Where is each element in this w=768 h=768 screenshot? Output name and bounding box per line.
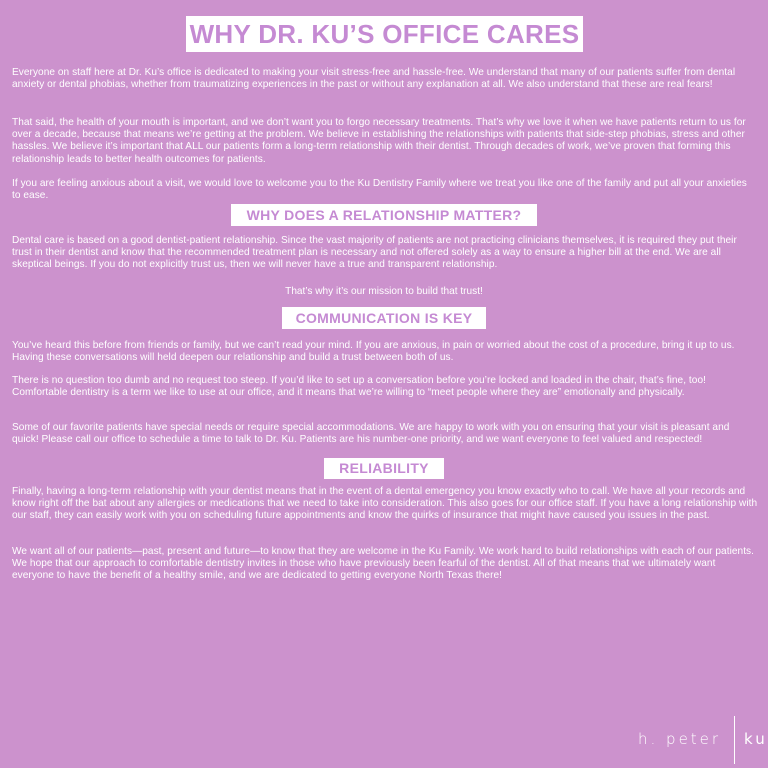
communication-paragraph-1: You’ve heard this before from friends or family, but we can’t read your mind. If you are anxious, in pain or worried about the cost of a procedure, bring it up to us. Having these conversations will held deepen our relationship and build a trust between both of us. <box>12 340 735 364</box>
communication-paragraph-2: There is no question too dumb and no request too steep. If you’d like to set up a conversation before you’re locked and loaded in the chair, that’s fine, too! Comfortable dentistry is a term we like to use at our office, and it means that we’re willing to “meet people where they are” emotionally and physically. <box>12 375 706 399</box>
section-heading-communication: COMMUNICATION IS KEY <box>282 307 486 329</box>
logo-divider <box>734 716 735 764</box>
reliability-paragraph-2: We want all of our patients—past, present and future—to know that they are welcome in the Ku Family. We work hard to build relationships with each of our patients. We hope that our approach to comfortable dentistry invites in those who have previously been fearful of the dentist. All of that means that we ultimately want everyone to have the benefit of a healthy smile, and we are dedicated to getting everyone North Texas there! <box>12 546 755 582</box>
page-title: WHY DR. KU’S OFFICE CARES <box>186 16 583 52</box>
section-heading-relationship: WHY DOES A RELATIONSHIP MATTER? <box>231 204 537 226</box>
reliability-paragraph-1: Finally, having a long-term relationship with your dentist means that in the event of a dental emergency you know exactly who to call. We have all your records and know right off the bat about any allergies or medications that we need to take into consideration. This also goes for our office staff. If you have a long relationship with our staff, they can easily work with you on scheduling future appointments and know the quirks of insurance that might have caused you issues in the past. <box>12 486 758 522</box>
logo-surname-text: ku <box>744 730 768 748</box>
communication-paragraph-3: Some of our favorite patients have special needs or require special accommodations. We are happy to work with you on ensuring that your visit is pleasant and quick! Please call our office to schedule a time to talk to Dr. Ku. Patients are his number-one priority, and we want everyone to feel valued and respected! <box>12 422 730 446</box>
brand-logo <box>630 716 768 764</box>
relationship-closing-line: That’s why it’s our mission to build that trust! <box>285 286 483 297</box>
relationship-paragraph: Dental care is based on a good dentist-patient relationship. Since the vast majority of patients are not practicing clinicians themselves, it is required they put their trust in their dentist and know that the recommended treatment plan is necessary and not offered solely as a way to ensure a higher bill at the end. We are all skeptical beings. If you do not explicitly trust us, then we will never have a true and transparent relationship. <box>12 235 737 271</box>
section-heading-reliability: RELIABILITY <box>324 458 444 479</box>
intro-paragraph-3: If you are feeling anxious about a visit, we would love to welcome you to the Ku Dentistry Family where we treat you like one of the family and put all your anxieties to ease. <box>12 178 747 202</box>
logo-name-text: h. peter <box>638 730 722 748</box>
intro-paragraph-2: That said, the health of your mouth is important, and we don’t want you to forgo necessary treatments. That’s why we love it when we have patients return to us for over a decade, because that means we’re getting at the problem. We believe in establishing the relationships with patients that side-step phobias, stress and other hassles. We believe it’s important that ALL our patients form a long-term relationship with their dentist. Through decades of work, we’ve proven that forming this relationship leads to better health outcomes for patients. <box>12 117 746 165</box>
intro-paragraph-1: Everyone on staff here at Dr. Ku’s office is dedicated to making your visit stress-free and hassle-free. We understand that many of our patients suffer from dental anxiety or dental phobias, whether from traumatizing experiences in the past or without any explanation at all. We also understand that these are real fears! <box>12 67 736 91</box>
